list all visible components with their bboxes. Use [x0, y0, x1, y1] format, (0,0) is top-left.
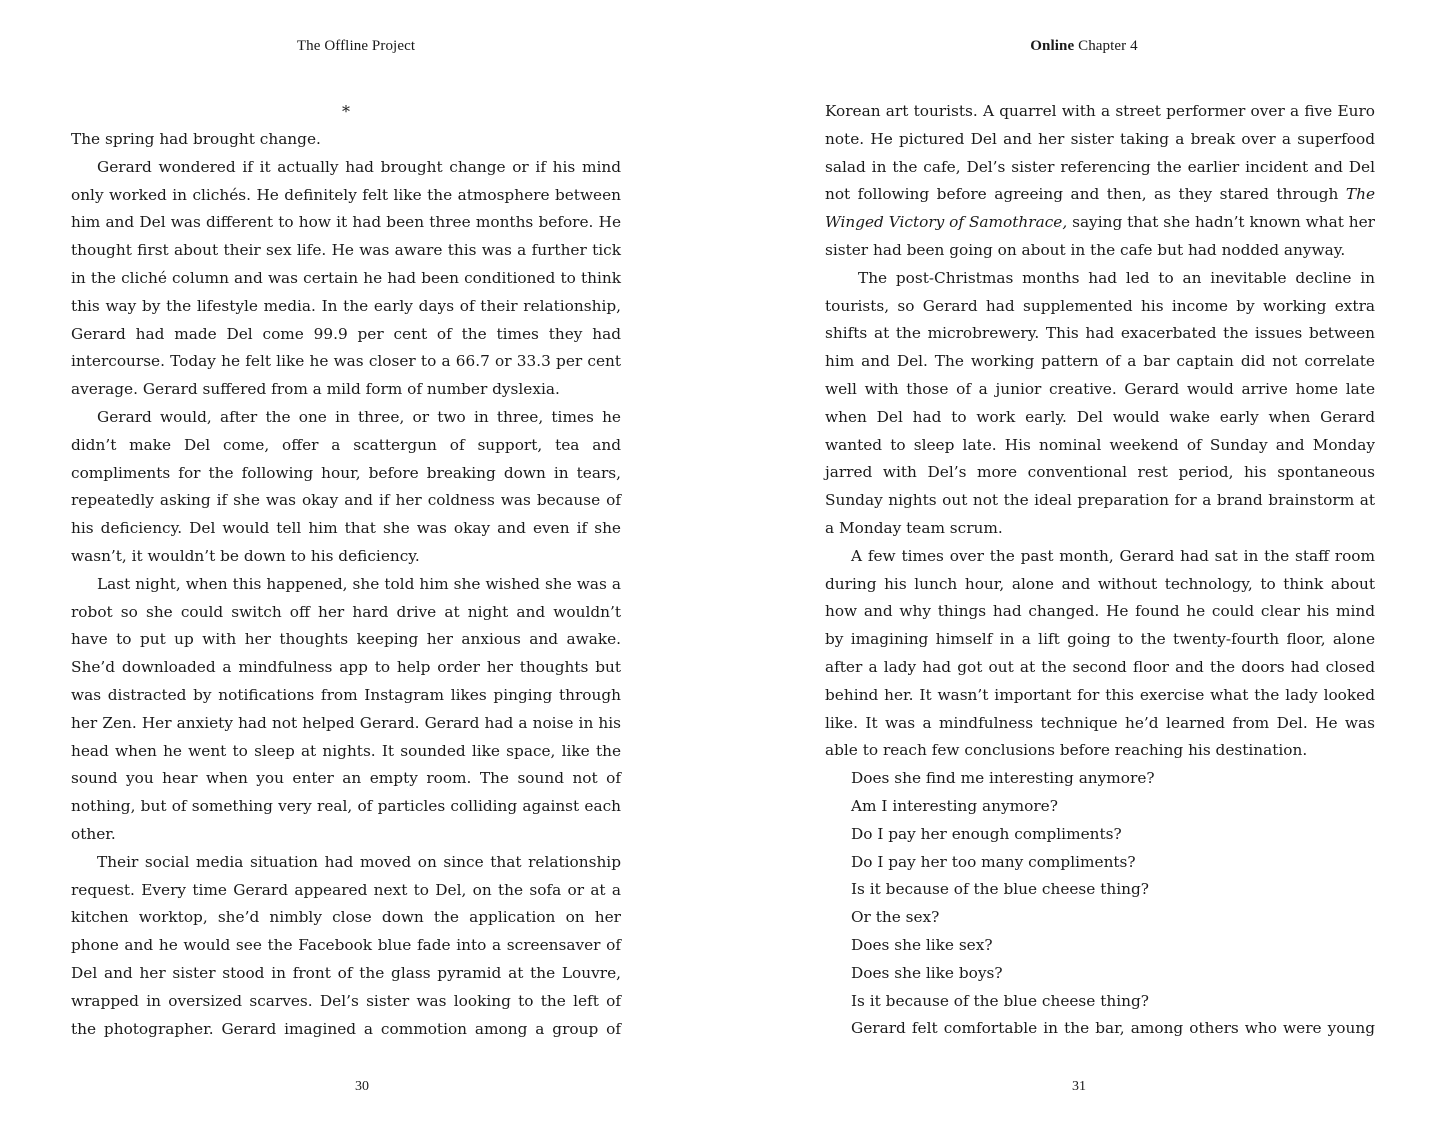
running-head-bold: Online [1030, 38, 1075, 54]
continuation-text: Korean art tourists. A quarrel with a street performer over a five Euro note. He pictured Del and her sister taking a break over a superfood salad in the cafe, Del’s sister referencing the earlier incident and Del not following before agreeing and then, as they stared through [825, 102, 1375, 204]
paragraph: Last night, when this happened, she told him she wished she was a robot so she could switch off her hard drive at night and wouldn’t have to put up with her thoughts keeping her anxious and awake. She’d downloaded a mindfulness app to help order her thoughts but was distracted by notifications from Instagram likes pinging through her Zen. Her anxiety had not helped Gerard. Gerard had a noise in his head when he went to sleep at nights. It sounded like space, like the sound you hear when you enter an empty room. The sound not of nothing, but of something very real, of particles colliding against each other. [71, 574, 621, 843]
question-line: Am I interesting anymore? [851, 796, 1058, 815]
paragraph: Their social media situation had moved on since that relationship request. Every time Gerard appeared next to Del, on the sofa or at a kitchen worktop, she’d nimbly close down the application on her phone and he would see the Facebook blue fade into a screensaver of Del and her sister stood in front of the glass pyramid at the Louvre, wrapped in oversized scarves. Del’s sister was looking to the left of the photographer. Gerard imagined a commotion among a group of [71, 852, 621, 1038]
paragraph: Gerard wondered if it actually had brought change or if his mind only worked in clichés. He definitely felt like the atmosphere between him and Del was different to how it had been three months before. He thought first about their sex life. He was aware this was a further tick in the cliché column and was certain he had been conditioned to think this way by the lifestyle media. In the early days of their relationship, Gerard had made Del come 99.9 per cent of the times they had intercourse. Today he felt like he was closer to a 66.7 or 33.3 per cent average. Gerard suffered from a mild form of number dyslexia. [71, 157, 621, 399]
paragraph: The spring had brought change. [71, 130, 321, 148]
continuation-text-end: saying that she hadn’t known what her sister had been going on about in the cafe but had nodded anyway. [825, 213, 1375, 259]
running-head-book-title: The Offline Project [296, 38, 416, 54]
right-page [723, 0, 1445, 1131]
paragraph: A few times over the past month, Gerard had sat in the staff room during his lunch hour, alone and without technology, to think about how and why things had changed. He found he could clear his mind by imagining himself in a lift going to the twenty-fourth floor, alone after a lady had got out at the second floor and the doors had closed behind her. It wasn’t important for this exercise what the lady looked like. It was a mindfulness technique he’d learned from Del. He was able to reach few conclusions before reaching his destination. [825, 546, 1375, 760]
question-line: Do I pay her too many compliments? [851, 852, 1136, 871]
question-line: Do I pay her enough compliments? [851, 824, 1122, 843]
question-line: Is it because of the blue cheese thing? [851, 880, 1149, 899]
paragraph: The post-Christmas months had led to an inevitable decline in tourists, so Gerard had supplemented his income by working extra shifts at the microbrewery. This had exacerbated the issues between him and Del. The working pattern of a bar captain did not correlate well with those of a junior creative. Gerard would arrive home late when Del had to work early. Del would wake early when Gerard wanted to sleep late. His nominal weekend of Sunday and Monday jarred with Del’s more conventional rest period, his spontaneous Sunday nights out not the ideal preparation for a brand brainstorm at a Monday team scrum. [825, 268, 1375, 537]
question-line: Does she find me interesting anymore? [851, 769, 1155, 788]
left-page-body [71, 98, 621, 1043]
scene-break: * [342, 102, 350, 121]
question-line: Is it because of the blue cheese thing? [851, 991, 1149, 1010]
running-head-chapter [723, 38, 1445, 55]
page-number: 31 [1072, 1079, 1086, 1094]
running-head-chapter-number: Chapter 4 [1074, 38, 1138, 54]
continuation-paragraph [825, 98, 1375, 265]
question-line: Or the sex? [851, 908, 940, 927]
question-line: Does she like boys? [851, 963, 1003, 982]
right-page-body [825, 98, 1375, 1043]
left-page [0, 0, 722, 1131]
page-number: 30 [355, 1079, 369, 1094]
artwork-title: The Winged Victory of Samothrace, [825, 185, 1375, 232]
paragraph: Gerard felt comfortable in the bar, among others who were young [851, 1019, 1375, 1038]
paragraph: Gerard would, after the one in three, or two in three, times he didn’t make Del come, offer a scattergun of support, tea and compliments for the following hour, before breaking down in tears, repeatedly asking if she was okay and if her coldness was because of his deficiency. Del would tell him that she was okay and even if she wasn’t, it wouldn’t be down to his deficiency. [71, 407, 621, 565]
question-line: Does she like sex? [851, 935, 993, 954]
